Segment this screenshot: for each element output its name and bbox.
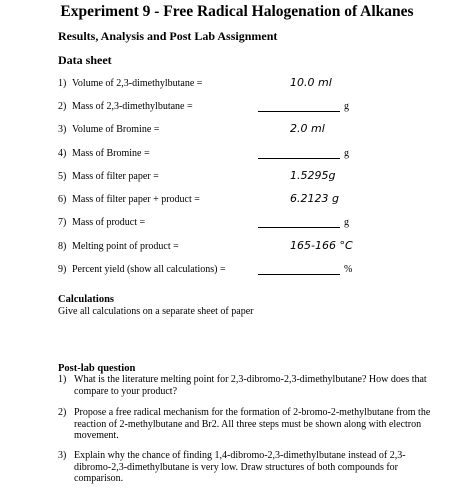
question-number: 3) xyxy=(58,450,67,461)
data-sheet-row xyxy=(58,122,378,138)
row-number: 5) xyxy=(58,171,67,182)
calculations-text: Give all calculations on a separate sheet of paper xyxy=(58,306,254,317)
row-label: Mass of product = xyxy=(72,217,146,228)
handwritten-value: 2.0 ml xyxy=(290,122,325,135)
data-sheet-row xyxy=(58,146,378,162)
row-unit: g xyxy=(344,217,349,228)
row-label: Mass of Bromine = xyxy=(72,148,150,159)
data-sheet-row xyxy=(58,215,378,231)
post-lab-heading: Post-lab question xyxy=(58,363,136,374)
data-sheet-row xyxy=(58,239,378,255)
data-sheet-row xyxy=(58,192,378,208)
row-label: Volume of 2,3-dimethylbutane = xyxy=(72,78,203,89)
row-unit: g xyxy=(344,148,349,159)
data-sheet-row xyxy=(58,99,378,115)
row-unit: g xyxy=(344,101,349,112)
document-title: Experiment 9 - Free Radical Halogenation of Alkanes xyxy=(60,3,414,20)
row-label: Percent yield (show all calculations) = xyxy=(72,264,226,275)
row-label: Melting point of product = xyxy=(72,241,179,252)
row-number: 3) xyxy=(58,124,67,135)
handwritten-value: 1.5295g xyxy=(290,169,336,182)
row-label: Mass of filter paper = xyxy=(72,171,159,182)
row-number: 1) xyxy=(58,78,67,89)
row-unit: % xyxy=(344,264,353,275)
handwritten-value: 165-166 °C xyxy=(290,239,353,252)
answer-blank[interactable] xyxy=(258,111,340,112)
row-number: 6) xyxy=(58,194,67,205)
row-number: 8) xyxy=(58,241,67,252)
row-number: 9) xyxy=(58,264,67,275)
answer-blank[interactable] xyxy=(258,227,340,228)
row-number: 2) xyxy=(58,101,67,112)
question-text: Propose a free radical mechanism for the formation of 2-bromo-2-methylbutane from the reaction of 2-methylbutane and Br2. All three steps must be shown along with electron movement. xyxy=(74,407,431,441)
handwritten-value: 10.0 ml xyxy=(290,76,332,89)
calculations-heading: Calculations xyxy=(58,294,115,305)
question-number: 1) xyxy=(58,374,67,385)
row-label: Mass of 2,3-dimethylbutane = xyxy=(72,101,193,112)
data-sheet-row xyxy=(58,169,378,185)
data-sheet-heading: Data sheet xyxy=(58,53,112,67)
section-subtitle: Results, Analysis and Post Lab Assignment xyxy=(58,29,278,43)
data-sheet-row xyxy=(58,262,378,278)
row-number: 4) xyxy=(58,148,67,159)
answer-blank[interactable] xyxy=(258,158,340,159)
row-label: Mass of filter paper + product = xyxy=(72,194,200,205)
question-text: Explain why the chance of finding 1,4-dibromo-2,3-dimethylbutane instead of 2,3-dibromo-2,3-dimethylbutane is very low. Draw structures of both compounds for comparison. xyxy=(74,450,406,484)
row-label: Volume of Bromine = xyxy=(72,124,160,135)
answer-blank[interactable] xyxy=(258,274,340,275)
question-number: 2) xyxy=(58,407,67,418)
question-text: What is the literature melting point for 2,3-dibromo-2,3-dimethylbutane? How does that compare to your product? xyxy=(74,374,427,397)
handwritten-value: 6.2123 g xyxy=(290,192,339,205)
data-sheet-row xyxy=(58,76,378,92)
row-number: 7) xyxy=(58,217,67,228)
